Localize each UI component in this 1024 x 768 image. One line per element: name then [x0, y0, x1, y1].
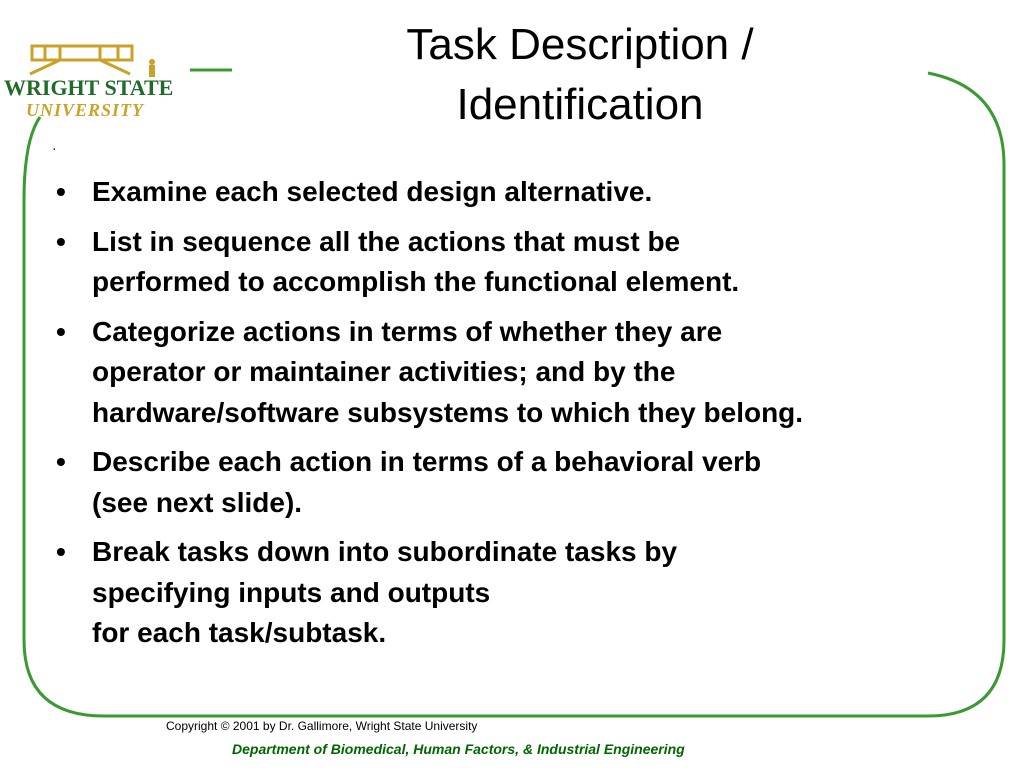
bullet-item [56, 172, 976, 213]
bullet-text: Break tasks down into subordinate tasks by specifying inputs and outputs for each task/subtask. [92, 536, 678, 648]
bullet-marker: • [56, 536, 66, 567]
bullet-marker: • [56, 176, 66, 207]
department-name: Department of Biomedical, Human Factors, & Industrial Engineering [232, 741, 685, 757]
bullet-list [56, 172, 976, 663]
bullet-text: Categorize actions in terms of whether they are operator or maintainer activities; and by the hardware/software subsystems to which they belong. [92, 315, 804, 428]
bullet-item [56, 532, 976, 654]
bullet-text: Examine each selected design alternative. [92, 176, 653, 207]
bullet-text: List in sequence all the actions that must be performed to accomplish the functional element. [92, 225, 740, 297]
bullet-marker: • [56, 225, 66, 257]
slide-title-line2: Identification [456, 80, 704, 129]
wright-state-logo [0, 40, 190, 125]
bullet-item [56, 442, 976, 523]
bullet-marker: • [56, 315, 66, 347]
bullet-item [56, 312, 976, 434]
biplane-icon [30, 46, 132, 74]
bullet-marker: • [56, 446, 66, 477]
logo-wordmark-line2: UNIVERSITY [26, 100, 145, 120]
stray-mark: · [52, 140, 57, 156]
bullet-item [56, 222, 976, 303]
copyright-notice: Copyright © 2001 by Dr. Gallimore, Wright State University [166, 719, 478, 733]
bullet-text: Describe each action in terms of a behavioral verb (see next slide). [92, 446, 762, 518]
slide-title-line1: Task Description / [406, 20, 754, 69]
logo-wordmark-line1: WRIGHT STATE [4, 75, 174, 100]
